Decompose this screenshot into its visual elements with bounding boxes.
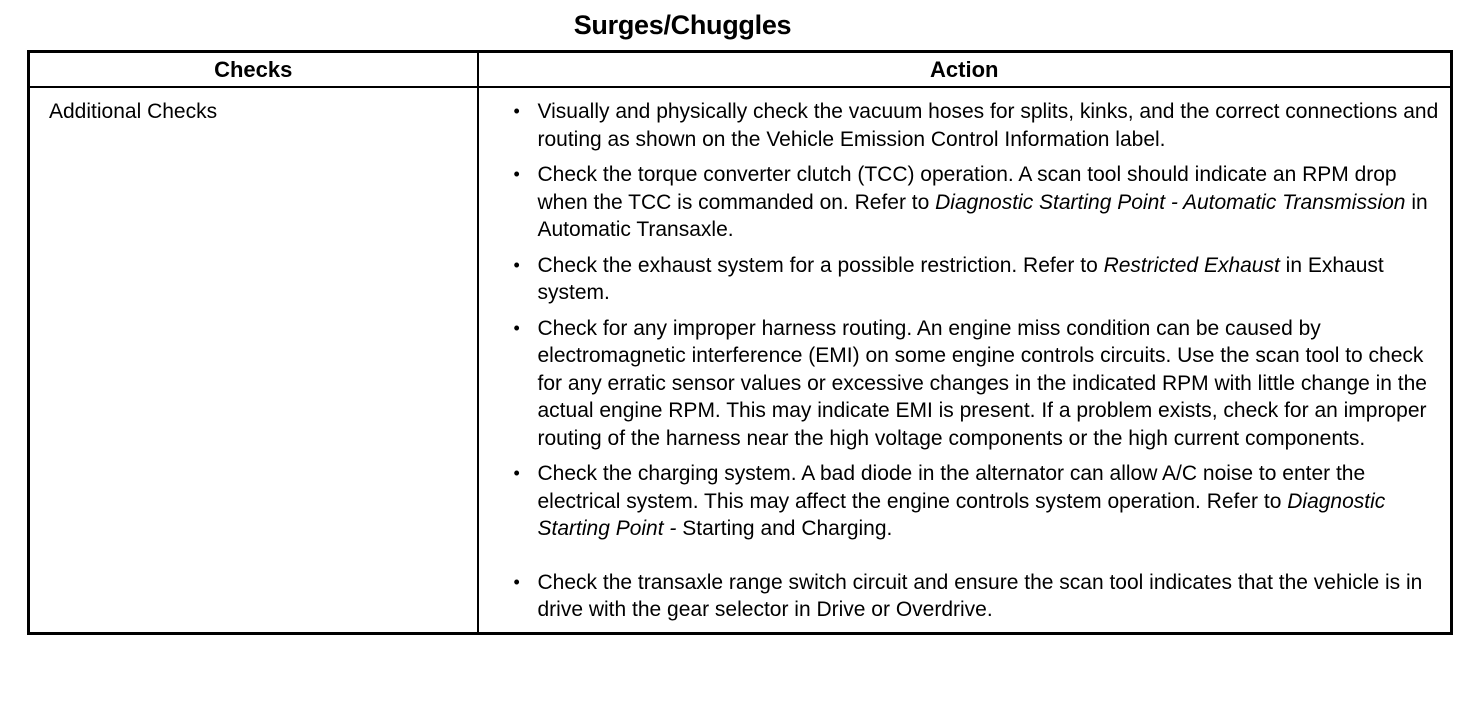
table-row <box>29 87 1452 633</box>
action-text: Check for any improper harness routing. An engine miss condition can be caused by electromagnetic interference (EMI) on some engine controls circuits. Use the scan tool to check for any erratic sensor values or excessive changes in the indicated RPM with little change in the actual engine RPM. This may indicate EMI is present. If a problem exists, check for an improper routing of the harness near the high voltage components or the high current components. <box>537 316 1427 450</box>
action-item <box>514 569 1443 624</box>
action-item <box>514 315 1443 453</box>
reference-link-text: Diagnostic Starting Point - <box>537 489 1386 540</box>
bullet-icon: • <box>513 101 520 121</box>
bullet-icon: • <box>513 254 520 275</box>
header-row <box>29 52 1452 88</box>
action-item <box>514 252 1443 307</box>
check-label: Additional Checks <box>49 100 218 123</box>
action-list <box>479 88 1451 632</box>
action-item <box>514 460 1443 543</box>
action-cell <box>478 87 1452 633</box>
reference-link-text: Restricted Exhaust <box>1103 253 1280 277</box>
checks-table <box>27 50 1453 635</box>
action-text: Check the transaxle range switch circuit and ensure the scan tool indicates that the vehicle is in drive with the gear selector in Drive or Overdrive. <box>537 570 1423 621</box>
bullet-icon: • <box>513 571 520 592</box>
checks-column-header: Checks <box>29 52 478 88</box>
checks-cell <box>29 87 478 633</box>
action-text: in Exhaust system. <box>537 253 1384 304</box>
action-text: Starting and Charging. <box>676 517 893 540</box>
action-text: in Automatic Transaxle. <box>537 190 1428 241</box>
action-column-header: Action <box>478 52 1452 88</box>
action-text: Check the torque converter clutch (TCC) operation. A scan tool should indicate an RPM drop when the TCC is commanded on. Refer to <box>537 163 1397 214</box>
action-item <box>514 161 1443 244</box>
reference-link-text: Diagnostic Starting Point - Automatic Transmission <box>935 190 1406 214</box>
page-title: Surges/Chuggles <box>573 10 792 40</box>
action-text: Visually and physically check the vacuum hoses for splits, kinks, and the correct connections and routing as shown on the Vehicle Emission Control Information label. <box>537 100 1439 151</box>
action-text: Check the charging system. A bad diode in the alternator can allow A/C noise to enter the electrical system. This may affect the engine controls system operation. Refer to <box>537 462 1366 513</box>
bullet-icon: • <box>513 463 520 483</box>
action-item <box>514 98 1443 153</box>
bullet-icon: • <box>513 317 520 338</box>
bullet-icon: • <box>513 164 520 184</box>
action-text: Check the exhaust system for a possible restriction. Refer to <box>537 253 1104 277</box>
